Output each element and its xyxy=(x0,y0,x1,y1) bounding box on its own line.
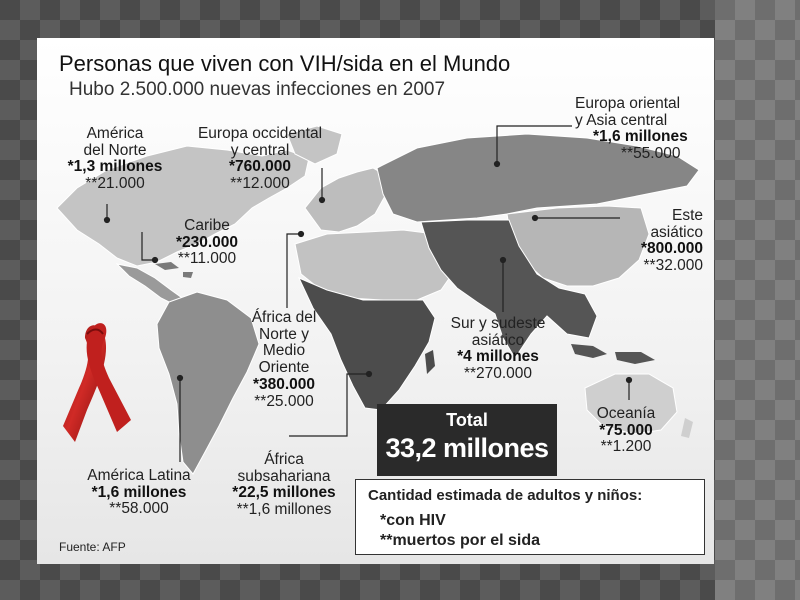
region-name-line: Sur y sudeste xyxy=(450,315,546,332)
region-name-line: subsahariana xyxy=(237,467,331,485)
region-name-line: Norte y xyxy=(259,325,309,343)
living-count: *4 millones xyxy=(457,348,539,366)
region-name-line: y central xyxy=(230,141,290,159)
region-name-line: África del xyxy=(251,309,317,326)
region-name-line: y Asia central xyxy=(575,111,668,129)
region-america-latina xyxy=(69,468,209,518)
region-europa-oriental xyxy=(575,96,688,163)
indonesia-shape xyxy=(571,344,655,364)
region-name-line: América xyxy=(86,125,144,142)
deaths-count: **32.000 xyxy=(643,257,703,275)
living-count: *1,3 millones xyxy=(67,158,163,176)
living-count: *380.000 xyxy=(252,375,316,393)
region-europa-occidental xyxy=(185,126,335,193)
deaths-count: **1,6 millones xyxy=(236,501,332,519)
region-name-line: Medio xyxy=(262,342,306,360)
aids-ribbon-icon xyxy=(63,323,131,442)
new-zealand-shape xyxy=(681,418,693,438)
region-name-line: del Norte xyxy=(83,141,147,159)
living-count: *230.000 xyxy=(175,233,239,251)
living-count: *800.000 xyxy=(640,240,703,258)
deaths-count: **12.000 xyxy=(230,175,290,193)
source-note: Fuente: AFP xyxy=(59,540,126,554)
living-count: *1,6 millones xyxy=(91,483,187,501)
map-title: Personas que viven con VIH/sida en el Mundo xyxy=(59,51,511,76)
region-name-line: Oceanía xyxy=(596,405,656,422)
deaths-count: **58.000 xyxy=(109,500,169,518)
background-side-strip xyxy=(715,0,800,600)
region-africa-subsahariana xyxy=(221,452,347,519)
deaths-count: **1.200 xyxy=(600,438,652,456)
legend-title: Cantidad estimada de adultos y niños: xyxy=(368,487,643,504)
legend-deaths: **muertos por el sida xyxy=(380,532,541,549)
region-name-line: Caribe xyxy=(184,217,230,234)
total-box xyxy=(377,404,557,476)
living-count: *1,6 millones xyxy=(593,128,688,146)
living-count: *760.000 xyxy=(228,158,292,176)
region-sur-sudeste-asiatico xyxy=(433,316,563,383)
legend-living: *con HIV xyxy=(380,512,446,529)
region-name-line: América Latina xyxy=(87,467,191,484)
region-name-line: Europa occidental xyxy=(197,125,323,142)
region-oceania xyxy=(585,406,667,456)
region-america-del-norte xyxy=(57,126,173,193)
deaths-count: **55.000 xyxy=(621,145,681,163)
deaths-count: **25.000 xyxy=(254,392,314,410)
map-subtitle: Hubo 2.500.000 nuevas infecciones en 2007 xyxy=(69,79,446,100)
region-name-line: Este xyxy=(671,207,703,224)
region-name-line: Europa oriental xyxy=(575,95,681,112)
total-value: 33,2 millones xyxy=(385,433,549,463)
deaths-count: **11.000 xyxy=(177,250,237,268)
region-africa-del-norte-medio-oriente xyxy=(242,310,326,410)
region-name-line: Oriente xyxy=(258,359,310,377)
region-name-line: asiático xyxy=(650,223,703,241)
infographic-frame xyxy=(37,38,714,564)
deaths-count: **21.000 xyxy=(85,175,145,193)
region-este-asiatico xyxy=(623,208,703,275)
living-count: *75.000 xyxy=(599,421,653,439)
region-name-line: asiático xyxy=(471,331,525,349)
region-caribe xyxy=(167,218,247,268)
legend-box xyxy=(355,479,705,555)
deaths-count: **270.000 xyxy=(463,365,533,383)
region-name-line: África xyxy=(264,451,304,468)
living-count: *22,5 millones xyxy=(232,484,336,502)
total-label: Total xyxy=(446,410,488,430)
